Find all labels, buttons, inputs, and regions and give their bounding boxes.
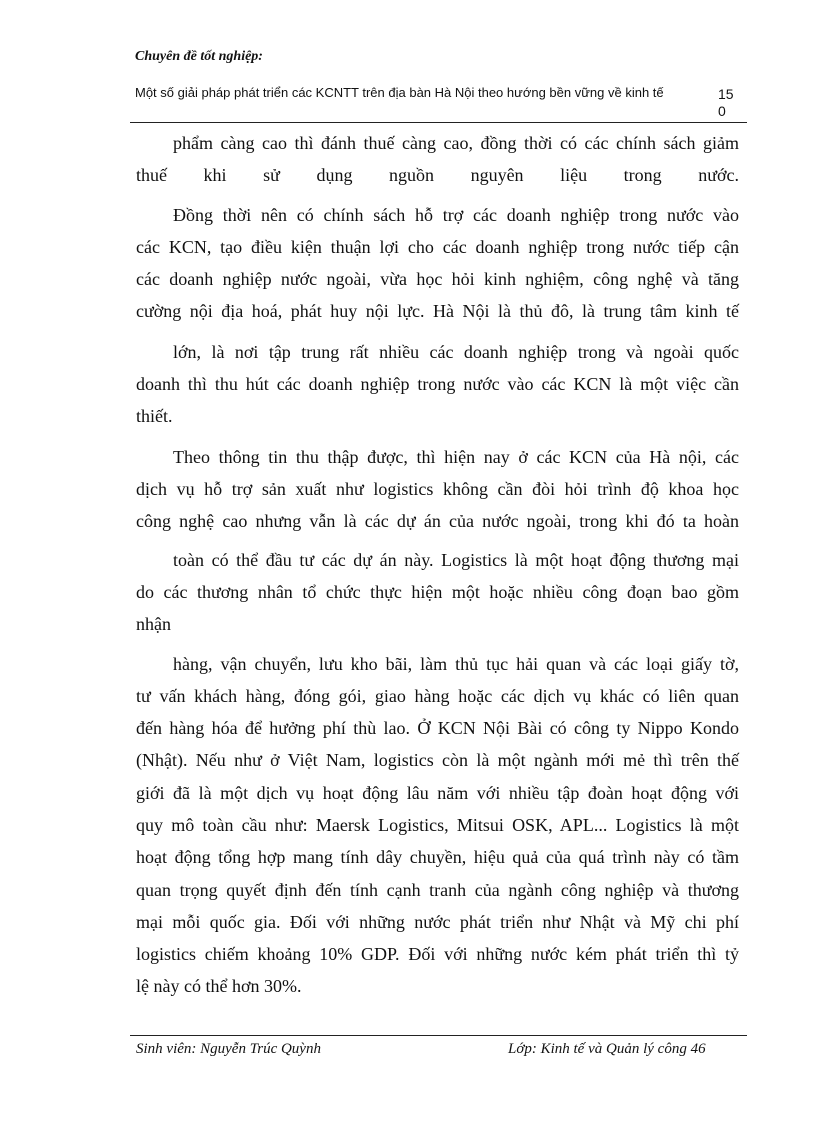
page-number-line-1: 15 [718, 86, 734, 102]
body-line: doanh thì thu hút các doanh nghiệp trong nước vào các KCN là một việc cần [136, 374, 739, 394]
body-line: phẩm càng cao thì đánh thuế càng cao, đồng thời có các chính sách giảm [173, 133, 739, 153]
footer-divider [130, 1035, 747, 1036]
body-line: dịch vụ hỗ trợ sản xuất như logistics không cần đòi hỏi trình độ khoa học [136, 479, 739, 499]
body-line: thiết. [136, 406, 173, 426]
body-line: các KCN, tạo điều kiện thuận lợi cho các doanh nghiệp trong nước tiếp cận [136, 237, 739, 257]
body-line: logistics chiếm khoảng 10% GDP. Đối với những nước kém phát triển thì tỷ [136, 944, 739, 964]
body-line: thuế khi sử dụng nguồn nguyên liệu trong nước. [136, 165, 739, 185]
body-line: tư vấn khách hàng, đóng gói, giao hàng hoặc các dịch vụ khác có liên quan [136, 686, 739, 706]
body-line: lớn, là nơi tập trung rất nhiều các doanh nghiệp trong và ngoài quốc [173, 342, 739, 362]
body-line: (Nhật). Nếu như ở Việt Nam, logistics còn là một ngành mới mẻ thì trên thế [136, 750, 739, 770]
body-line: lệ này có thể hơn 30%. [136, 976, 302, 996]
body-line: do các thương nhân tổ chức thực hiện một hoặc nhiều công đoạn bao gồm [136, 582, 739, 602]
document-header-title: Chuyên đề tốt nghiệp: [135, 49, 263, 64]
page-number-line-2: 0 [718, 103, 726, 119]
body-line: mại mỗi quốc gia. Đối với những nước phát triển như Nhật và Mỹ chi phí [136, 912, 739, 932]
body-line: Theo thông tin thu thập được, thì hiện nay ở các KCN của Hà nội, các [173, 447, 739, 467]
body-line: toàn có thể đầu tư các dự án này. Logistics là một hoạt động thương mại [173, 550, 739, 570]
page-number [718, 86, 738, 120]
body-line: nhận [136, 614, 171, 634]
footer-class: Lớp: Kinh tế và Quản lý công 46 [508, 1041, 706, 1057]
header-divider [130, 122, 747, 123]
body-line: quan trọng quyết định đến tính cạnh tranh của ngành công nghiệp và thương [136, 880, 739, 900]
body-line: hàng, vận chuyển, lưu kho bãi, làm thủ tục hải quan và các loại giấy tờ, [173, 654, 739, 674]
document-header-subtitle: Một số giải pháp phát triển các KCNTT trên địa bàn Hà Nội theo hướng bền vững về kinh tế [135, 85, 664, 100]
body-line: công nghệ cao nhưng vẫn là các dự án của nước ngoài, trong khi đó ta hoàn [136, 511, 739, 531]
body-line: hoạt động tổng hợp mang tính dây chuyền, hiệu quả của quá trình này có tầm [136, 847, 739, 867]
body-line: cường nội địa hoá, phát huy nội lực. Hà Nội là thủ đô, là trung tâm kinh tế [136, 301, 739, 321]
body-line: giới đã là một dịch vụ hoạt động lâu năm với nhiều tập đoàn hoạt động với [136, 783, 739, 803]
body-line: Đồng thời nên có chính sách hỗ trợ các doanh nghiệp trong nước vào [173, 205, 739, 225]
footer-student: Sinh viên: Nguyễn Trúc Quỳnh [136, 1041, 321, 1057]
body-line: quy mô toàn cầu như: Maersk Logistics, Mitsui OSK, APL... Logistics là một [136, 815, 739, 835]
body-line: đến hàng hóa để hưởng phí thù lao. Ở KCN Nội Bài có công ty Nippo Kondo [136, 718, 739, 738]
body-line: các doanh nghiệp nước ngoài, vừa học hỏi kinh nghiệm, công nghệ và tăng [136, 269, 739, 289]
